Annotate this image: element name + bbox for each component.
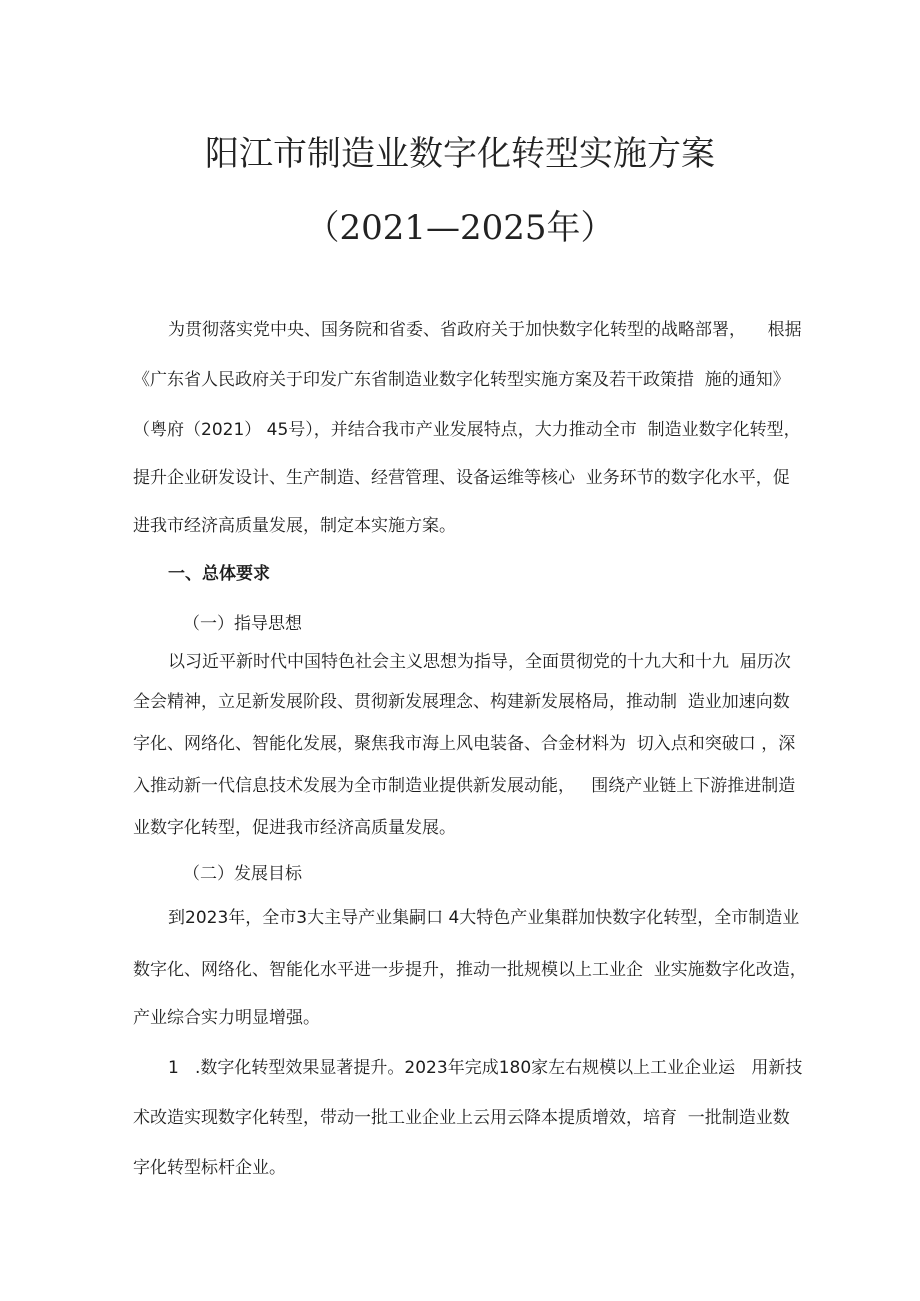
- guiding-line-5: 业数字化转型，促进我市经济高质量发展。: [133, 818, 456, 838]
- intro-line-1: 为贯彻落实党中央、国务院和省委、省政府关于加快数字化转型的战略部署， 根据: [168, 320, 802, 340]
- guiding-line-1: 以习近平新时代中国特色社会主义思想为指导，全面贯彻党的十九大和十九 届历次: [168, 652, 791, 672]
- guiding-line-3: 字化、网络化、智能化发展，聚焦我市海上风电装备、合金材料为 切入点和突破口 ，深: [133, 734, 796, 754]
- section-heading: 一、总体要求: [168, 564, 270, 584]
- intro-line-5: 进我市经济高质量发展，制定本实施方案。: [133, 516, 456, 536]
- item-1-line-1: 1 .数字化转型效果显著提升。2023年完成180家左右规模以上工业企业运 用新技: [168, 1058, 803, 1078]
- goals-line-3: 产业综合实力明显增强。: [133, 1008, 320, 1028]
- intro-line-2: 《广东省人民政府关于印发广东省制造业数字化转型实施方案及若干政策措 施的通知》: [133, 370, 790, 390]
- document-subtitle: （2021—2025年）: [305, 208, 615, 248]
- subsection-heading-goals: （二）发展目标: [183, 864, 302, 884]
- item-1-line-3: 字化转型标杆企业。: [133, 1158, 286, 1178]
- guiding-line-4: 入推动新一代信息技术发展为全市制造业提供新发展动能， 围绕产业链上下游推进制造: [133, 776, 796, 796]
- item-1-line-2: 术改造实现数字化转型，带动一批工业企业上云用云降本提质增效，培育 一批制造业数: [133, 1108, 790, 1128]
- goals-line-1: 到2023年，全市3大主导产业集嗣口 4大特色产业集群加快数字化转型，全市制造业: [168, 908, 800, 928]
- intro-line-3: （粤府（2021） 45号），并结合我市产业发展特点，大力推动全市 制造业数字化转型，: [133, 420, 801, 440]
- goals-line-2: 数字化、网络化、智能化水平进一步提升，推动一批规模以上工业企 业实施数字化改造，: [133, 960, 807, 980]
- subsection-heading-guiding: （一）指导思想: [183, 614, 302, 634]
- document-title: 阳江市制造业数字化转型实施方案: [205, 134, 715, 174]
- intro-line-4: 提升企业研发设计、生产制造、经营管理、设备运维等核心 业务环节的数字化水平，促: [133, 468, 790, 488]
- guiding-line-2: 全会精神，立足新发展阶段、贯彻新发展理念、构建新发展格局，推动制 造业加速向数: [133, 692, 790, 712]
